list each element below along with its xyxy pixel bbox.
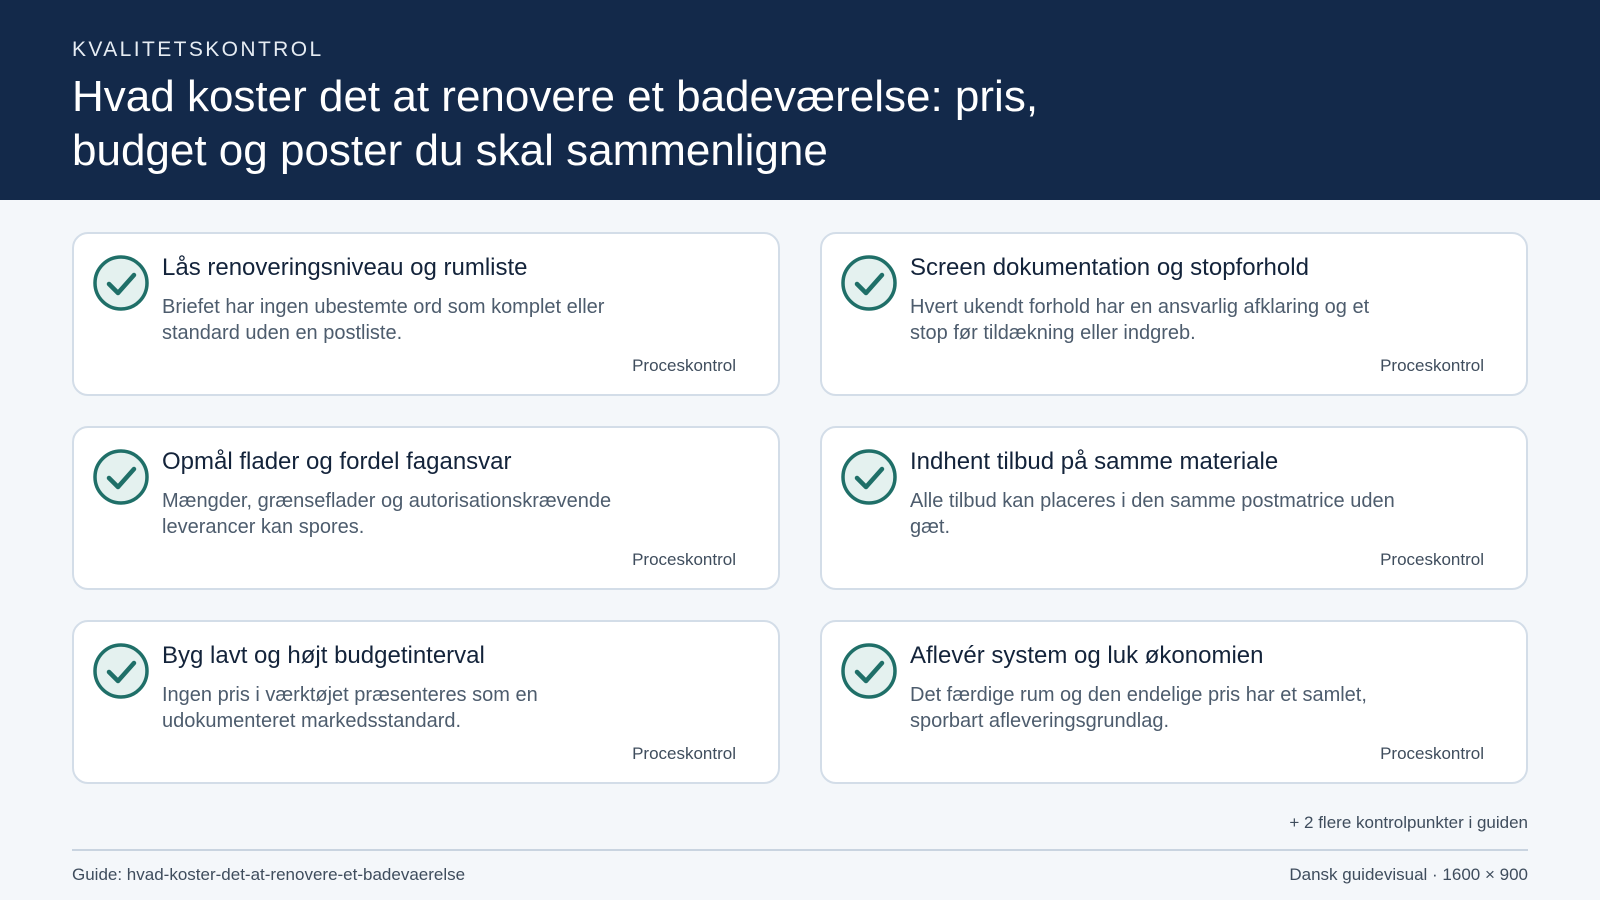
card-tag: Proceskontrol — [1380, 550, 1484, 569]
card-title: Lås renoveringsniveau og rumliste — [162, 254, 528, 281]
card-description: Briefet har ingen ubestemte ord som komplet eller standard uden en postliste. — [162, 296, 605, 344]
check-circle-icon — [840, 448, 898, 506]
card-description: Det færdige rum og den endelige pris har et samlet, sporbart afleveringsgrundlag. — [910, 684, 1367, 732]
checklist-card — [72, 232, 780, 396]
checklist-grid — [72, 232, 1528, 784]
header-banner — [0, 0, 1600, 200]
checklist-card — [72, 620, 780, 784]
card-title: Indhent tilbud på samme materiale — [910, 448, 1279, 475]
card-description: Hvert ukendt forhold har en ansvarlig afklaring og et stop før tildækning eller indgreb. — [910, 296, 1370, 344]
card-tag: Proceskontrol — [1380, 744, 1484, 763]
footer-visual-info: Dansk guidevisual · 1600 × 900 — [1289, 865, 1528, 884]
check-circle-icon — [840, 254, 898, 312]
card-tag: Proceskontrol — [632, 356, 736, 375]
card-tag: Proceskontrol — [1380, 356, 1484, 375]
card-description: Alle tilbud kan placeres i den samme postmatrice uden gæt. — [910, 490, 1395, 538]
card-title: Byg lavt og højt budgetinterval — [162, 642, 485, 669]
card-title: Aflevér system og luk økonomien — [910, 642, 1264, 669]
check-circle-icon — [92, 448, 150, 506]
card-description: Ingen pris i værktøjet præsenteres som en udokumenteret markedsstandard. — [162, 684, 538, 732]
eyebrow-label: KVALITETSKONTROL — [72, 38, 324, 61]
check-circle-icon — [92, 254, 150, 312]
check-circle-icon — [92, 642, 150, 700]
more-checkpoints-note: + 2 flere kontrolpunkter i guiden — [1289, 813, 1528, 832]
footer-divider — [72, 849, 1528, 851]
checklist-card — [820, 426, 1528, 590]
card-tag: Proceskontrol — [632, 550, 736, 569]
card-tag: Proceskontrol — [632, 744, 736, 763]
page-title: Hvad koster det at renovere et badeværelse: pris, budget og poster du skal sammenligne — [72, 72, 1039, 175]
footer-guide-slug: Guide: hvad-koster-det-at-renovere-et-badevaerelse — [72, 865, 466, 884]
checklist-card — [820, 232, 1528, 396]
checklist-card — [820, 620, 1528, 784]
card-title: Screen dokumentation og stopforhold — [910, 254, 1309, 281]
card-description: Mængder, grænseflader og autorisationskrævende leverancer kan spores. — [162, 490, 612, 538]
checklist-card — [72, 426, 780, 590]
check-circle-icon — [840, 642, 898, 700]
card-title: Opmål flader og fordel fagansvar — [162, 448, 512, 475]
